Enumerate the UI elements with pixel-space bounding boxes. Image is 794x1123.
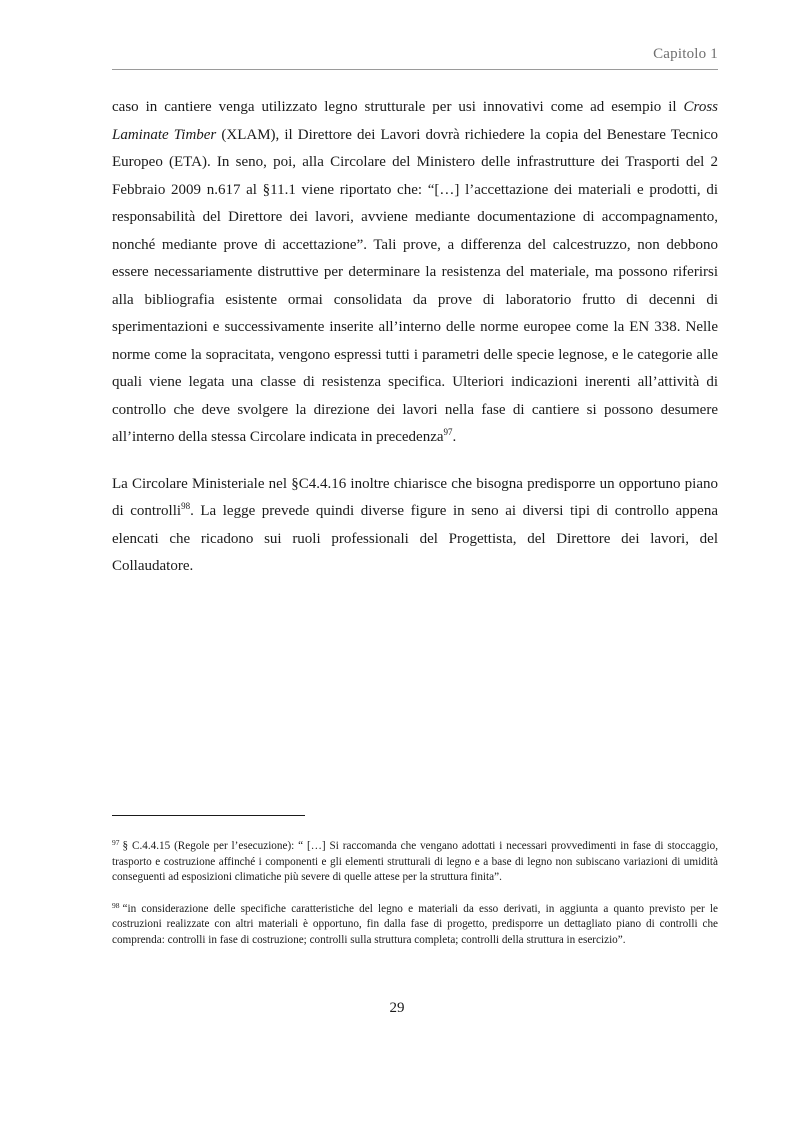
paragraph-1-text-a: caso in cantiere venga utilizzato legno strutturale per usi innovativi come ad esempio il — [112, 99, 684, 115]
paragraph-1-text-b: (XLAM), il Direttore dei Lavori dovrà richiedere la copia del Benestare Tecnico Europeo (ETA). In seno, poi, alla Circolare del Ministero delle infrastrutture dei Trasporti del 2 Febbraio 2009 n.617 al §11.1 viene riportato che: “[…] l’accettazione dei materiali e prodotti, di responsabilità del Direttore dei lavori, avviene mediante documentazione di accompagnamento, nonché mediante prove di accettazione”. Tali prove, a differenza del calcestruzzo, non debbono essere necessariamente distruttive per determinare la resistenza del materiale, ma possono riferirsi alla bibliografia esistente ormai consolidata da prove di laboratorio frutto di decenni di sperimentazioni e successivamente inserite all’interno delle norme europee come la EN 338. Nelle norme come la sopracitata, vengono espressi tutti i parametri delle specie legnose, e le categorie alle quali viene legata una classe di resistenza specifica. Ulteriori indicazioni inerenti all’attività di controllo che deve svolgere la direzione dei lavori nella fase di cantiere si possono desumere all’interno della stessa Circolare indicata in precedenza — [112, 126, 718, 445]
page-number: 29 — [389, 1000, 405, 1016]
paragraph-1 — [112, 94, 718, 452]
paragraph-1-text-end: . — [452, 429, 457, 445]
footnote-separator — [112, 815, 305, 816]
footnotes — [112, 839, 718, 948]
footnote-reference-98[interactable]: 98 — [181, 501, 191, 511]
paragraph-2-text-a: La Circolare Ministeriale nel §C4.4.16 inoltre chiarisce che bisogna predisporre un opportuno piano di controlli — [112, 475, 718, 519]
footnote-97-number: 97 — [112, 838, 120, 847]
footnote-98-number: 98 — [112, 900, 120, 910]
footnote-reference-97[interactable]: 97 — [443, 427, 453, 437]
footnote-98-text: “in considerazione delle specifiche caratteristiche del legno e materiali da esso derivati, in aggiunta a quanto previsto per le costruzioni realizzate con altri materiali è opportuno, fin dalla fase di progetto, predisporre un dettagliato piano di controlli che comprenda: controlli in fase di costruzione; controlli sulla struttura completa; controlli della struttura in esercizio”. — [112, 902, 718, 946]
body-text — [112, 94, 718, 581]
footnote-97-text: § C.4.4.15 (Regole per l’esecuzione): “ […] Si raccomanda che vengano adottati i necessari provvedimenti in fase di stoccaggio, trasporto e costruzione affinché i componenti e gli elementi strutturali di legno e a base di legno non subiscano variazioni di umidità conseguenti ad esposizioni climatiche più severe di quelle attese per la struttura finita”. — [112, 840, 718, 883]
paragraph-1-italic-term: Cross Laminate Timber — [112, 99, 718, 143]
paragraph-2-text-b: . La legge prevede quindi diverse figure in seno ai diversi tipi di controllo appena elencati che ricadono sui ruoli professionali del Progettista, del Direttore dei lavori, del Collaudatore. — [112, 503, 718, 574]
header-divider — [112, 69, 718, 70]
paragraph-2 — [112, 471, 718, 581]
footnote-98 — [112, 902, 718, 949]
running-header-chapter: Capitolo 1 — [653, 46, 718, 62]
footnote-97 — [112, 839, 718, 886]
